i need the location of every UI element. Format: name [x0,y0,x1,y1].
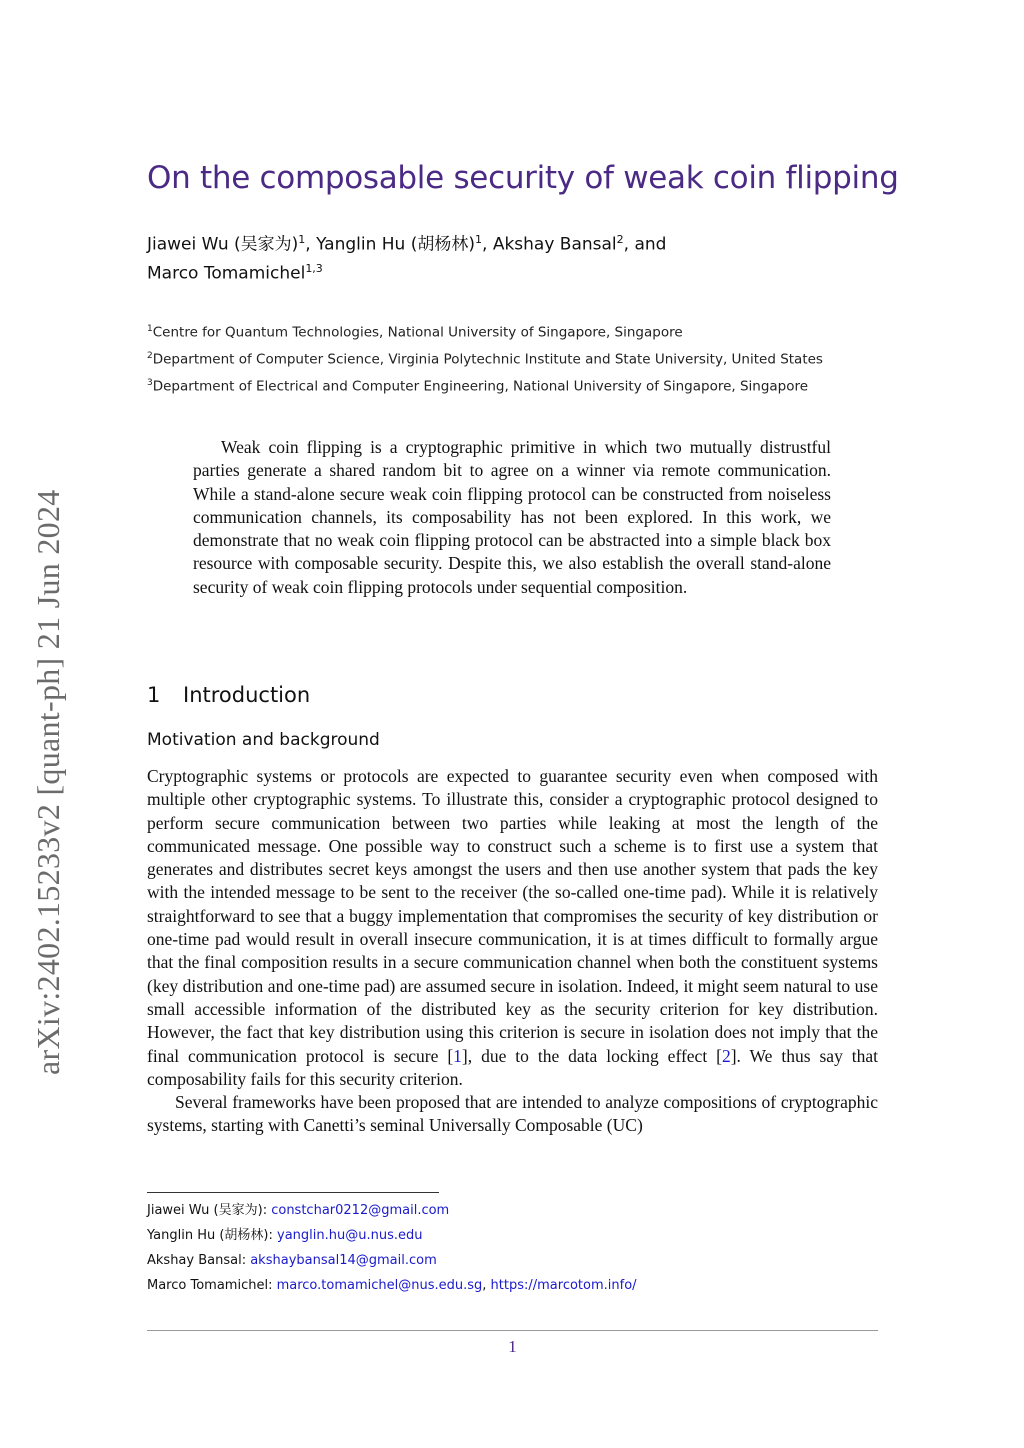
affiliation: $^1$Centre for Quantum Technologies, National University of Singapore, Singapore [147,324,683,341]
homepage-link[interactable]: https://marcotom.info/ [490,1278,637,1293]
section-number: 1 [147,683,161,707]
paragraph: Cryptographic systems or protocols are expected to guarantee security even when composed with multiple other cryptographic systems. To illustrate this, consider a cryptographic protocol designed to perform secure communication between two parties while leaking at most the length of the communicated message. One possible way to construct such a scheme is to first use a system that generates and distributes secret keys amongst the users and then use another system that pads the key with the intended message to be sent to the receiver (the so-called one-time pad). While it is relatively straightforward to see that a buggy implementation that compromises the security of key distribution or one-time pad would result in overall insecure communication, it is at times difficult to formally argue that the final composition results in a secure communication channel when both the constituent systems (key distribution and one-time pad) are assumed secure in isolation. Indeed, it might seem natural to use small accessible information of the distributed key as the security criterion for key distribution. However, the fact that key distribution using this criterion is secure in isolation does not imply that the final communication protocol is secure [1], due to the data locking effect [2]. We thus say that composability fails for this security criterion. [147,766,879,1089]
author-native-name: (吴家为) [234,234,299,255]
author-affiliation-mark: 2 [616,233,624,246]
email-link[interactable]: akshaybansal14@gmail.com [250,1253,437,1268]
email-link[interactable]: marco.tomamichel@nus.edu.sg [276,1278,483,1293]
footnote-divider [147,1192,439,1193]
section-heading [147,683,310,707]
affiliation: $^2$Department of Computer Science, Virginia Polytechnic Institute and State University, United States [147,351,823,368]
author-conjunction: and [634,234,667,255]
author-affiliation-mark: 1 [475,233,482,246]
author-separator: , [482,234,493,255]
author-name: Jiawei Wu [147,234,229,255]
arxiv-identifier-stamp: arXiv:2402.15233v2 [quant-ph] 21 Jun 2024 [30,489,66,1075]
page-footer-divider [147,1330,878,1331]
page-number: 1 [508,1337,517,1356]
footnote: Akshay Bansal: akshaybansal14@gmail.com [147,1253,437,1268]
author-affiliation-mark: 1,3 [305,261,323,275]
paper-title: On the composable security of weak coin flipping [147,160,899,196]
body-text [147,765,878,1138]
footnote: Marco Tomamichel: marco.tomamichel@nus.edu.sg, https://marcotom.info/ [147,1278,637,1293]
citation-link[interactable]: 1 [453,1045,462,1066]
author-affiliation-mark: 1 [298,233,306,246]
abstract [193,436,831,599]
author-contact-footnotes [147,1198,887,1298]
author-name: Akshay Bansal [492,234,617,255]
author-list [147,228,867,285]
author-separator: , [623,234,635,255]
author-separator: , [305,234,317,255]
paragraph: Several frameworks have been proposed that are intended to analyze compositions of cryptographic systems, starting with Canetti’s seminal Universally Composable (UC) [147,1092,878,1136]
citation-link[interactable]: 2 [721,1045,731,1066]
subsection-heading: Motivation and background [147,730,380,750]
footnote: Jiawei Wu (吴家为): constchar0212@gmail.com [147,1203,450,1218]
footnote: Yanglin Hu (胡杨林): yanglin.hu@u.nus.edu [147,1228,423,1243]
author-native-name: (胡杨林) [410,234,475,255]
affiliation-list [147,318,887,399]
email-link[interactable]: yanglin.hu@u.nus.edu [277,1228,423,1243]
section-title: Introduction [183,683,311,707]
author-name: Yanglin Hu [316,234,406,255]
affiliation: $^3$Department of Electrical and Computer Engineering, National University of Singapore, Singapore [147,378,809,395]
abstract-text: Weak coin flipping is a cryptographic primitive in which two mutually distrustful parties generate a shared random bit to agree on a winner via remote communication. While a stand-alone secure weak coin flipping protocol can be constructed from noiseless communication channels, its composability has not been explored. In this work, we demonstrate that no weak coin flipping protocol can be abstracted into a simple black box resource with composable security. Despite this, we also establish the overall stand-alone security of weak coin flipping protocols under sequential composition. [193,437,831,597]
author-name: Marco Tomamichel [147,263,306,284]
email-link[interactable]: constchar0212@gmail.com [271,1203,450,1218]
